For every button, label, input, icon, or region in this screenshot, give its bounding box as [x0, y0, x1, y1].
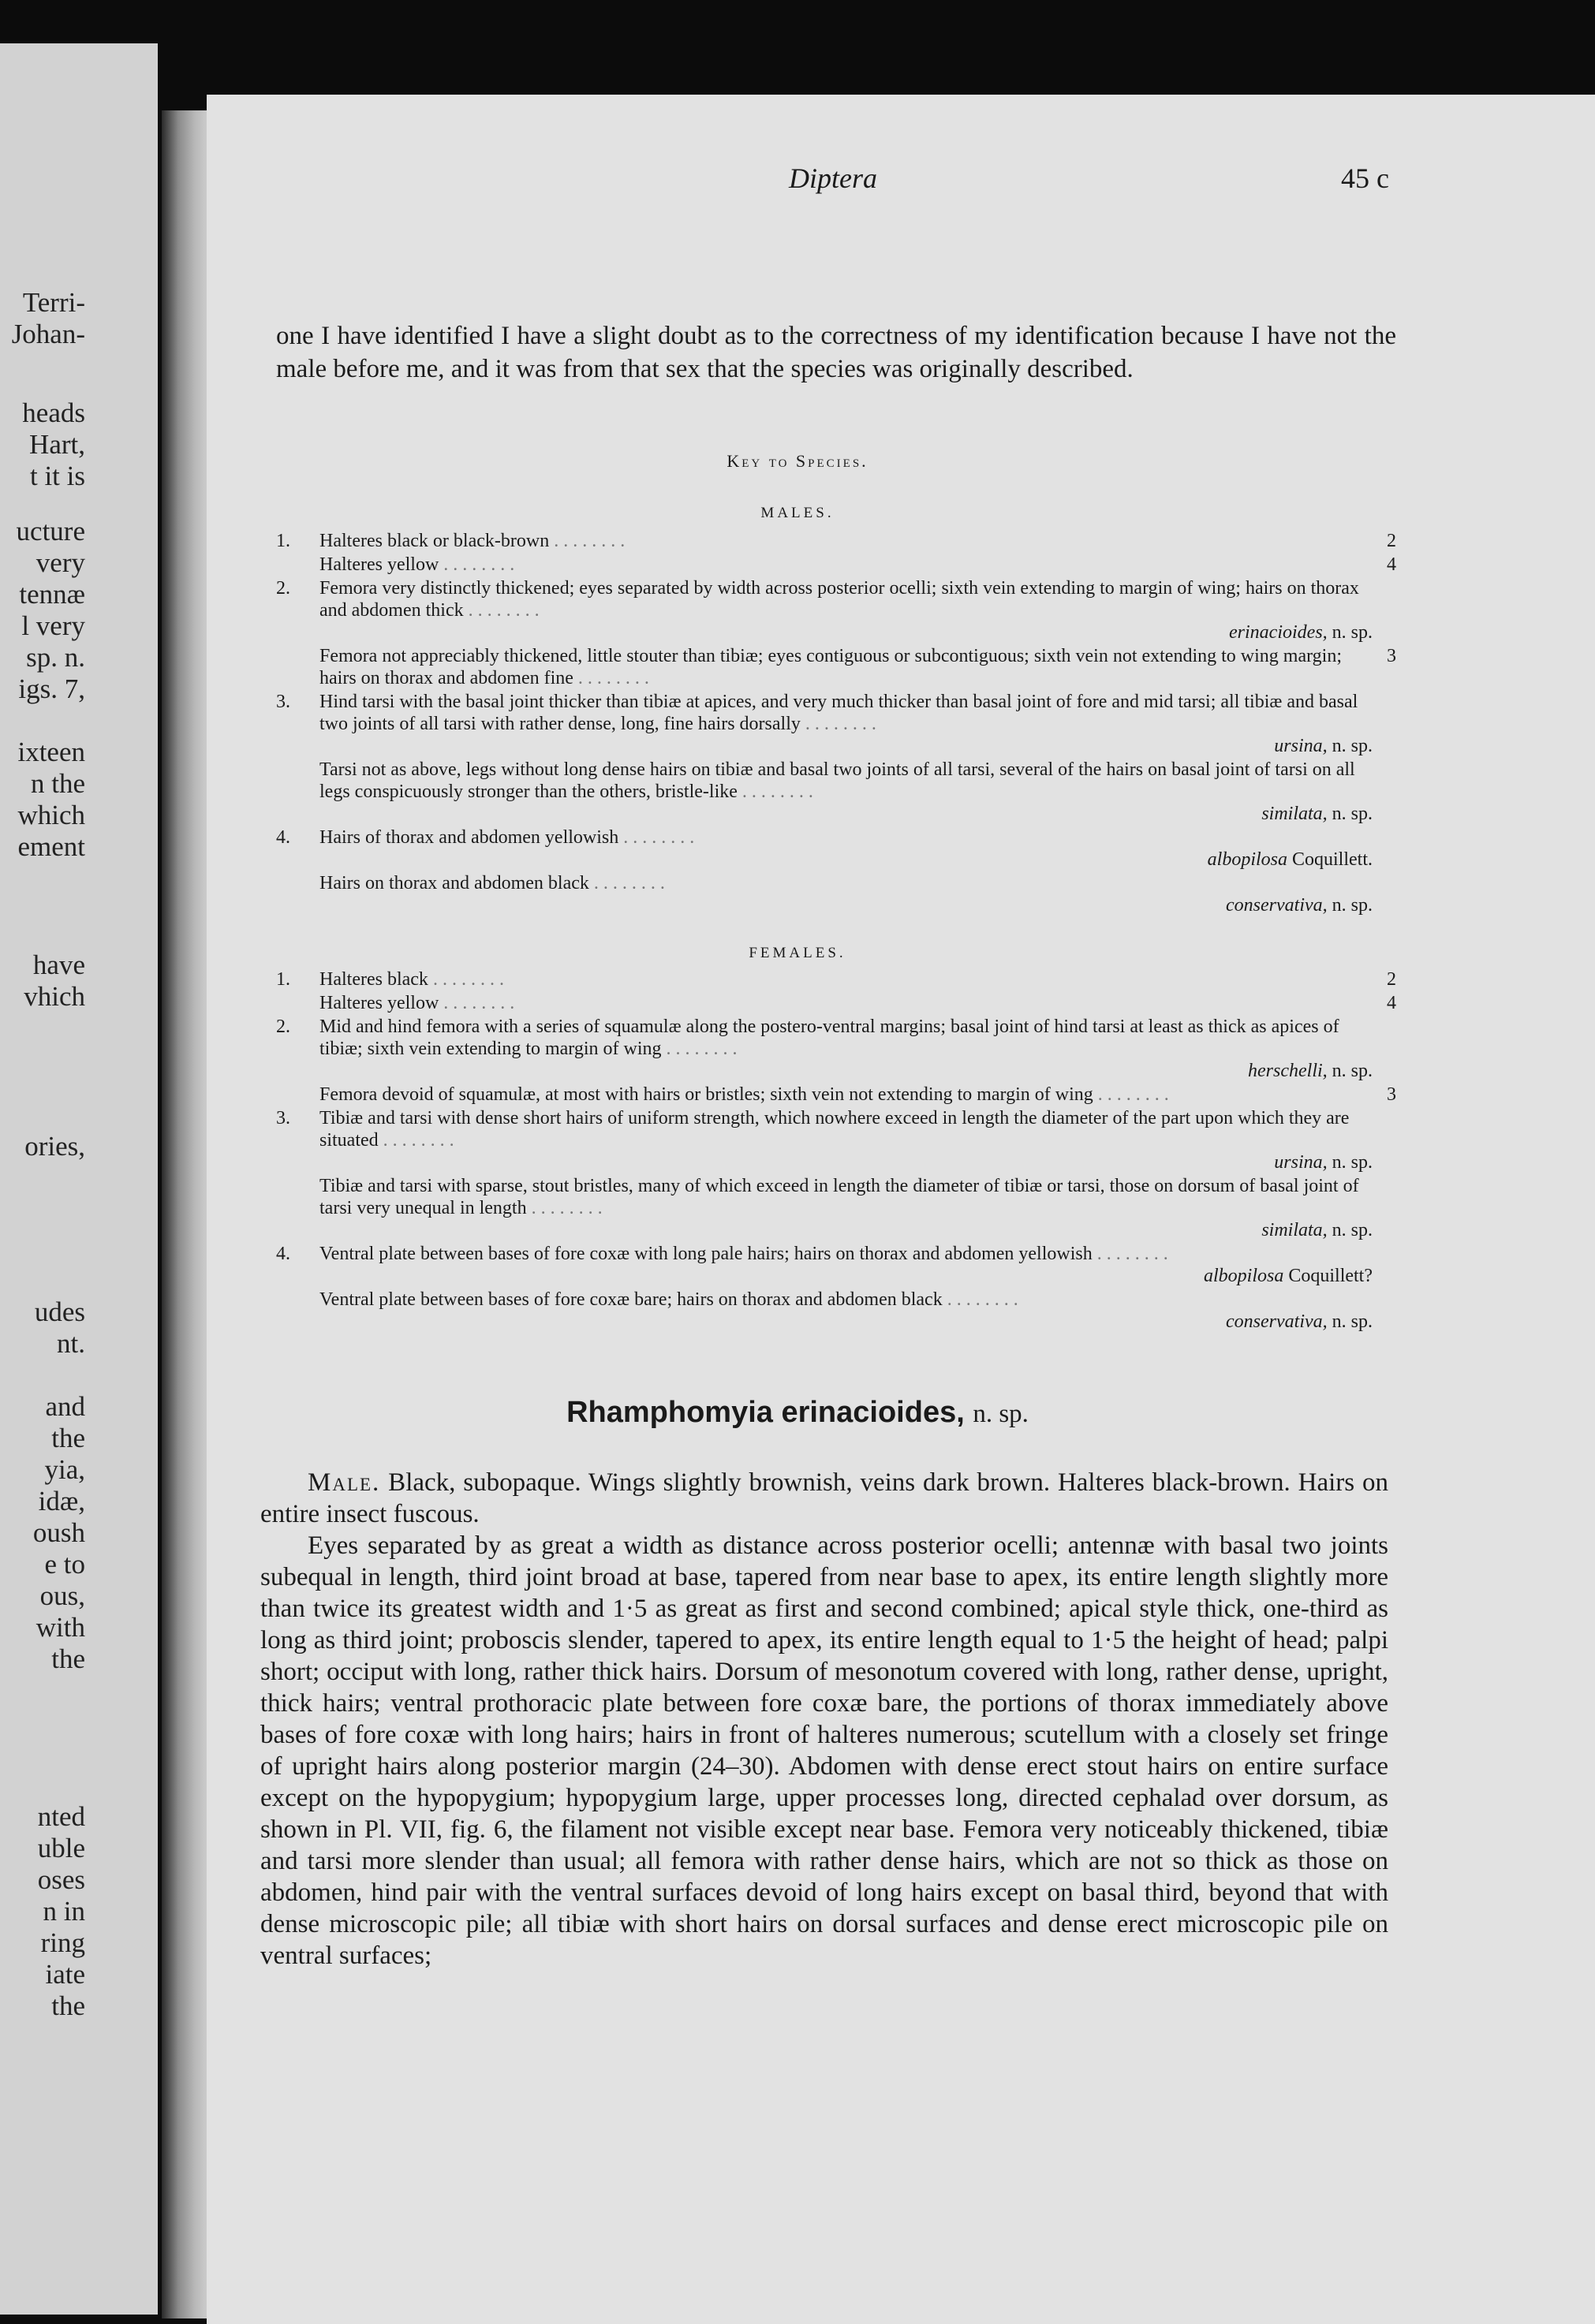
species-result	[319, 849, 1373, 871]
couplet-description: Tibiæ and tarsi with sparse, stout bristles, many of which exceed in length the diameter of tibiæ or tarsi, those on dorsum of basal joint of tarsi very unequal in length	[319, 1176, 1359, 1218]
couplet-number	[276, 1084, 319, 1106]
couplet-number	[276, 992, 319, 1014]
leader-dots: . . . . . . . .	[526, 1198, 603, 1218]
species-author: n. sp.	[1332, 1311, 1373, 1332]
left-page-edge	[0, 43, 158, 2315]
key-couplet	[276, 968, 1396, 990]
left-page-text-fragment: have	[32, 949, 85, 980]
leader-dots: . . . . . . . .	[800, 714, 876, 734]
couplet-text	[319, 1016, 1373, 1082]
couplet-description: Hind tarsi with the basal joint thicker than tibiæ at apices, and very much thicker than basal joint of fore and mid tarsi; all tibiæ and basal two joints of all tarsi with rather dense, long, fine hairs dorsally	[319, 692, 1358, 734]
females-subheading: FEMALES.	[749, 945, 846, 961]
description-text-1: Black, subopaque. Wings slightly brownish, veins dark brown. Halteres black-brown. Hairs on entire insect fuscous.	[260, 1468, 1388, 1528]
left-page-text-fragment: l very	[21, 610, 85, 641]
leader-dots: . . . . . . . .	[378, 1130, 454, 1151]
species-author: n. sp.	[1332, 895, 1373, 916]
couplet-text	[319, 992, 1373, 1014]
species-name: albopilosa	[1204, 1266, 1284, 1286]
couplet-text	[319, 968, 1373, 990]
left-page-text-fragment: which	[17, 800, 85, 830]
leader-dots: . . . . . . . .	[1093, 1084, 1169, 1105]
leader-dots: . . . . . . . .	[737, 782, 813, 802]
couplet-number: 3.	[276, 1108, 290, 1128]
leader-dots: . . . . . . . .	[439, 993, 515, 1013]
key-couplet	[276, 1289, 1396, 1333]
species-name: erinacioides,	[1229, 622, 1328, 643]
couplet-description: Femora not appreciably thickened, little stouter than tibiæ; eyes contiguous or subcontiguous; sixth vein not extending to wing margin; hairs on thorax and abdomen fine	[319, 646, 1343, 688]
left-page-text-fragment: Hart,	[29, 429, 85, 460]
species-name: ursina,	[1274, 736, 1328, 756]
left-page-text-fragment: vhich	[24, 981, 85, 1012]
couplet-reference: 3	[1387, 646, 1396, 666]
males-subheading: MALES.	[760, 505, 835, 521]
species-name: similata,	[1261, 804, 1328, 824]
key-couplet	[276, 826, 1396, 871]
left-page-text-fragment: ixteen	[17, 737, 85, 767]
couplet-number	[276, 645, 319, 689]
species-author: n. sp.	[1332, 1220, 1373, 1240]
couplet-reference	[1373, 872, 1396, 916]
left-page-text-fragment: ement	[17, 831, 85, 862]
couplet-description: Tarsi not as above, legs without long dense hairs on tibiæ and basal two joints of all tarsi, several of the hairs on basal joint of tarsi on all legs conspicuously stronger than the others, bristle-like	[319, 759, 1355, 802]
book-gutter	[162, 110, 209, 2318]
couplet-number: 1.	[276, 969, 290, 990]
key-couplet	[276, 530, 1396, 552]
species-author: n. sp.	[1332, 1152, 1373, 1173]
sex-label: Male.	[308, 1468, 381, 1497]
left-page-text-fragment: nted	[37, 1801, 85, 1832]
left-page-text-fragment: ories,	[24, 1131, 85, 1162]
left-page-text-fragment: Johan-	[11, 319, 85, 349]
species-result	[319, 1219, 1373, 1241]
couplet-text	[319, 1289, 1373, 1333]
key-couplet	[276, 1016, 1396, 1082]
left-page-text-fragment: ucture	[16, 516, 85, 546]
leader-dots: . . . . . . . .	[463, 600, 540, 621]
left-page-text-fragment: ring	[40, 1927, 85, 1958]
couplet-reference: 3	[1387, 1084, 1396, 1105]
leader-dots: . . . . . . . .	[439, 554, 515, 575]
couplet-number	[276, 554, 319, 576]
left-page-text-fragment: n in	[43, 1896, 85, 1927]
left-page-text-fragment: iate	[45, 1959, 85, 1990]
species-result	[319, 1311, 1373, 1333]
species-author: n. sp.	[1332, 804, 1373, 824]
couplet-description: Mid and hind femora with a series of squamulæ along the postero-ventral margins; basal joint of hind tarsi at least as thick as apices of tibiæ; sixth vein extending to margin of wing	[319, 1017, 1339, 1059]
left-page-text-fragment: nt.	[57, 1328, 85, 1359]
couplet-reference: 4	[1387, 554, 1396, 575]
left-page-text-fragment: ous,	[39, 1580, 85, 1611]
couplet-number: 2.	[276, 1017, 290, 1037]
leader-dots: . . . . . . . .	[573, 668, 649, 688]
couplet-reference	[1373, 1107, 1396, 1173]
couplet-text	[319, 577, 1373, 643]
species-author: Coquillett?	[1288, 1266, 1373, 1286]
females-key	[276, 968, 1396, 1334]
couplet-reference	[1373, 691, 1396, 757]
couplet-number: 1.	[276, 531, 290, 551]
species-result	[319, 1151, 1373, 1173]
couplet-description: Femora very distinctly thickened; eyes separated by width across posterior ocelli; sixth vein extending to margin of wing; hairs on thorax and abdomen thick	[319, 578, 1359, 621]
description-paragraph-1	[260, 1467, 1388, 1530]
left-page-text-fragment: oses	[37, 1864, 85, 1895]
leader-dots: . . . . . . . .	[1092, 1244, 1168, 1264]
key-couplet	[276, 554, 1396, 576]
species-result	[319, 1265, 1373, 1287]
couplet-reference: 2	[1387, 969, 1396, 990]
couplet-description: Halteres black or black-brown	[319, 531, 550, 551]
left-page-text-fragment: very	[35, 547, 85, 578]
couplet-number	[276, 872, 319, 916]
key-couplet	[276, 1084, 1396, 1106]
species-name: albopilosa	[1207, 849, 1287, 870]
left-page-text-fragment: idæ,	[38, 1486, 85, 1516]
species-result	[319, 894, 1373, 916]
left-page-text-fragment: Terri-	[22, 287, 85, 318]
couplet-text	[319, 554, 1373, 576]
species-heading-suffix: n. sp.	[973, 1400, 1029, 1428]
couplet-description: Hairs on thorax and abdomen black	[319, 873, 589, 893]
species-name: similata,	[1261, 1220, 1328, 1240]
intro-paragraph: one I have identified I have a slight doubt as to the correctness of my identification because I have not the male before me, and it was from that sex that the species was originally described.	[276, 322, 1396, 383]
left-page-text-fragment: igs. 7,	[18, 673, 85, 704]
key-couplet	[276, 872, 1396, 916]
species-heading-name: Rhamphomyia erinacioides,	[566, 1396, 965, 1429]
species-name: conservativa,	[1226, 895, 1328, 916]
key-couplet	[276, 577, 1396, 643]
couplet-number: 2.	[276, 578, 290, 599]
couplet-reference	[1373, 1289, 1396, 1333]
couplet-reference	[1373, 1175, 1396, 1241]
species-author: n. sp.	[1332, 622, 1373, 643]
couplet-reference	[1373, 1243, 1396, 1287]
description-paragraph-2: Eyes separated by as great a width as distance across posterior ocelli; antennæ with basal two joints subequal in length, third joint broad at base, tapered from near base to apex, its entire length slightly more than twice its greatest width and 1·5 as great as first and second combined; apical style thick, one-third as long as third joint; proboscis slender, tapered to apex, its entire length equal to 1·5 the height of head; palpi short; occiput with long, rather thick hairs. Dorsum of mesonotum covered with long, rather dense, upright, thick hairs; ventral prothoracic plate between fore coxæ bare, the portions of thorax immediately above bases of fore coxæ with long hairs; hairs in front of halteres numerous; scutellum with a closely set fringe of upright hairs along posterior margin (24–30). Abdomen with dense erect stout hairs on entire surface except on the hypopygium; hypopygium large, upper processes long, directed cephalad over dorsum, as shown in Pl. VII, fig. 6, the filament not visible except near base. Femora very noticeably thickened, tibiæ and tarsi more slender than usual; all femora with rather dense hairs, which are not so thick as those on abdomen, hind pair with the ventral surfaces devoid of long hairs except on basal third, beyond that with dense microscopic pile; all tibiæ with short hairs on dorsal surfaces and dense erect microscopic pile on ventral surfaces;	[260, 1531, 1388, 1970]
left-page-text-fragment: yia,	[44, 1454, 85, 1485]
left-page-text-fragment: the	[51, 1423, 85, 1453]
left-page-text-fragment: n the	[30, 768, 85, 799]
key-couplet	[276, 645, 1396, 689]
left-page-text-fragment: with	[35, 1612, 85, 1643]
couplet-number: 4.	[276, 827, 290, 848]
left-page-text-fragment: sp. n.	[26, 642, 85, 673]
left-page-text-fragment: tennæ	[19, 579, 85, 610]
couplet-number	[276, 1175, 319, 1241]
left-page-text-fragment: the	[51, 1990, 85, 2021]
left-page-text-fragment: and	[45, 1391, 85, 1422]
leader-dots: . . . . . . . .	[942, 1289, 1018, 1310]
couplet-reference	[1373, 1016, 1396, 1082]
species-heading	[0, 1396, 1595, 1430]
couplet-reference	[1373, 577, 1396, 643]
left-page-text-fragment: udes	[34, 1296, 85, 1327]
page-number: 45 c	[1341, 162, 1389, 194]
couplet-number	[276, 759, 319, 825]
couplet-reference: 2	[1387, 531, 1396, 551]
key-couplet	[276, 691, 1396, 757]
scan-top-border	[0, 0, 1595, 99]
couplet-text	[319, 691, 1373, 757]
couplet-text	[319, 826, 1373, 871]
couplet-number: 3.	[276, 692, 290, 712]
couplet-text	[319, 530, 1373, 552]
couplet-text	[319, 1107, 1373, 1173]
left-page-text-fragment: e to	[44, 1549, 85, 1580]
key-couplet	[276, 1107, 1396, 1173]
couplet-number: 4.	[276, 1244, 290, 1264]
leader-dots: . . . . . . . .	[618, 827, 695, 848]
species-author: Coquillett.	[1292, 849, 1373, 870]
species-name: ursina,	[1274, 1152, 1328, 1173]
species-name: conservativa,	[1226, 1311, 1328, 1332]
couplet-description: Halteres yellow	[319, 993, 439, 1013]
couplet-text	[319, 1084, 1373, 1106]
key-couplet	[276, 992, 1396, 1014]
running-header	[0, 162, 1595, 201]
couplet-text	[319, 759, 1373, 825]
running-title: Diptera	[789, 162, 877, 194]
couplet-description: Halteres yellow	[319, 554, 439, 575]
species-result	[319, 1060, 1373, 1082]
couplet-reference: 4	[1387, 993, 1396, 1013]
couplet-text	[319, 645, 1373, 689]
left-page-text-fragment: t it is	[29, 461, 85, 491]
key-couplet	[276, 1175, 1396, 1241]
couplet-description: Tibiæ and tarsi with dense short hairs of uniform strength, which nowhere exceed in length the diameter of the part upon which they are situated	[319, 1108, 1350, 1151]
left-page-text-fragment: the	[51, 1643, 85, 1674]
left-page-text-fragment: oush	[32, 1517, 85, 1548]
couplet-description: Hairs of thorax and abdomen yellowish	[319, 827, 619, 848]
couplet-description: Ventral plate between bases of fore coxæ with long pale hairs; hairs on thorax and abdomen yellowish	[319, 1244, 1093, 1264]
leader-dots: . . . . . . . .	[549, 531, 626, 551]
species-result	[319, 803, 1373, 825]
couplet-description: Halteres black	[319, 969, 428, 990]
couplet-text	[319, 1175, 1373, 1241]
species-description	[260, 1467, 1388, 1971]
couplet-description: Femora devoid of squamulæ, at most with hairs or bristles; sixth vein not extending to margin of wing	[319, 1084, 1093, 1105]
species-result	[319, 735, 1373, 757]
couplet-text	[319, 872, 1373, 916]
couplet-reference	[1373, 826, 1396, 871]
couplet-number	[276, 1289, 319, 1333]
left-page-text-fragment: heads	[22, 397, 85, 428]
couplet-text	[319, 1243, 1373, 1287]
key-couplet	[276, 1243, 1396, 1287]
leader-dots: . . . . . . . .	[588, 873, 665, 893]
species-result	[319, 621, 1373, 643]
species-author: n. sp.	[1332, 1061, 1373, 1081]
couplet-reference	[1373, 759, 1396, 825]
leader-dots: . . . . . . . .	[661, 1039, 738, 1059]
species-name: herschelli,	[1248, 1061, 1328, 1081]
leader-dots: . . . . . . . .	[428, 969, 504, 990]
species-author: n. sp.	[1332, 736, 1373, 756]
males-key	[276, 530, 1396, 918]
key-heading: Key to Species.	[727, 451, 868, 471]
couplet-description: Ventral plate between bases of fore coxæ bare; hairs on thorax and abdomen black	[319, 1289, 943, 1310]
key-couplet	[276, 759, 1396, 825]
left-page-text-fragment: uble	[37, 1833, 85, 1863]
